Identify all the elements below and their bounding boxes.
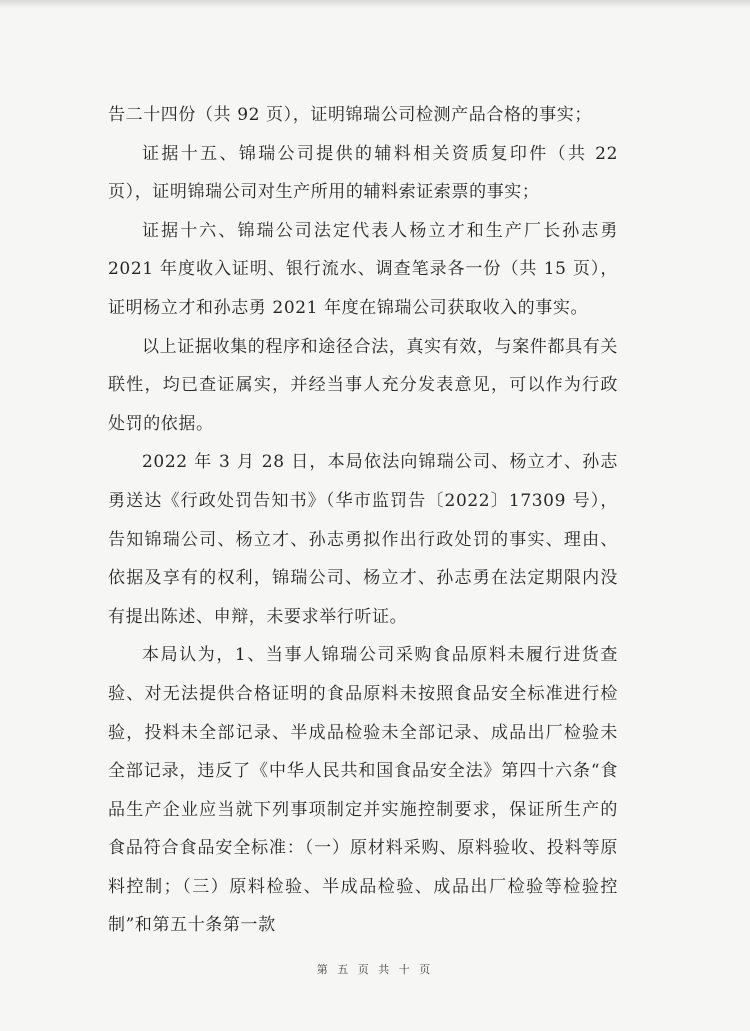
page-footer: 第 五 页 共 十 页 — [316, 963, 434, 976]
paragraph-evidence-summary: 以上证据收集的程序和途径合法，真实有效，与案件都具有关联性，均已查证属实，并经当事人充分发表意见，可以作为行政处罚的依据。 — [108, 336, 618, 434]
document-body — [108, 96, 618, 945]
paragraph-notice-delivery: 2022 年 3 月 28 日，本局依法向锦瑞公司、杨立才、孙志勇送达《行政处罚告知书》（华市监罚告〔2022〕17309 号），告知锦瑞公司、杨立才、孙志勇拟作出行政处罚的事实、理由、依据及享有的权利，锦瑞公司、杨立才、孙志勇在法定期限内没有提出陈述、申辩，未要求举行听证。 — [108, 452, 618, 627]
paragraph-evidence-15: 证据十五、锦瑞公司提供的辅料相关资质复印件（共 22 页），证明锦瑞公司对生产所用的辅料索证索票的事实； — [108, 143, 618, 203]
paragraph-continuation: 告二十四份（共 92 页），证明锦瑞公司检测产品合格的事实； — [108, 105, 592, 125]
paragraph-bureau-finding: 本局认为，1、当事人锦瑞公司采购食品原料未履行进货查验、对无法提供合格证明的食品原料未按照食品安全标准进行检验，投料未全部记录、半成品检验未全部记录、成品出厂检验未全部记录，违反了《中华人民共和国食品安全法》第四十六条“食品生产企业应当就下列事项制定并实施控制要求，保证所生产的食品符合食品安全标准：（一）原材料采购、原料验收、投料等原料控制；（三）原料检验、半成品检验、成品出厂检验等检验控制”和第五十条第一款 — [108, 645, 618, 936]
paragraph-evidence-16: 证据十六、锦瑞公司法定代表人杨立才和生产厂长孙志勇 2021 年度收入证明、银行流水、调查笔录各一份（共 15 页），证明杨立才和孙志勇 2021 年度在锦瑞公司获取收入的事实。 — [108, 220, 618, 318]
scan-top-edge — [0, 0, 750, 8]
